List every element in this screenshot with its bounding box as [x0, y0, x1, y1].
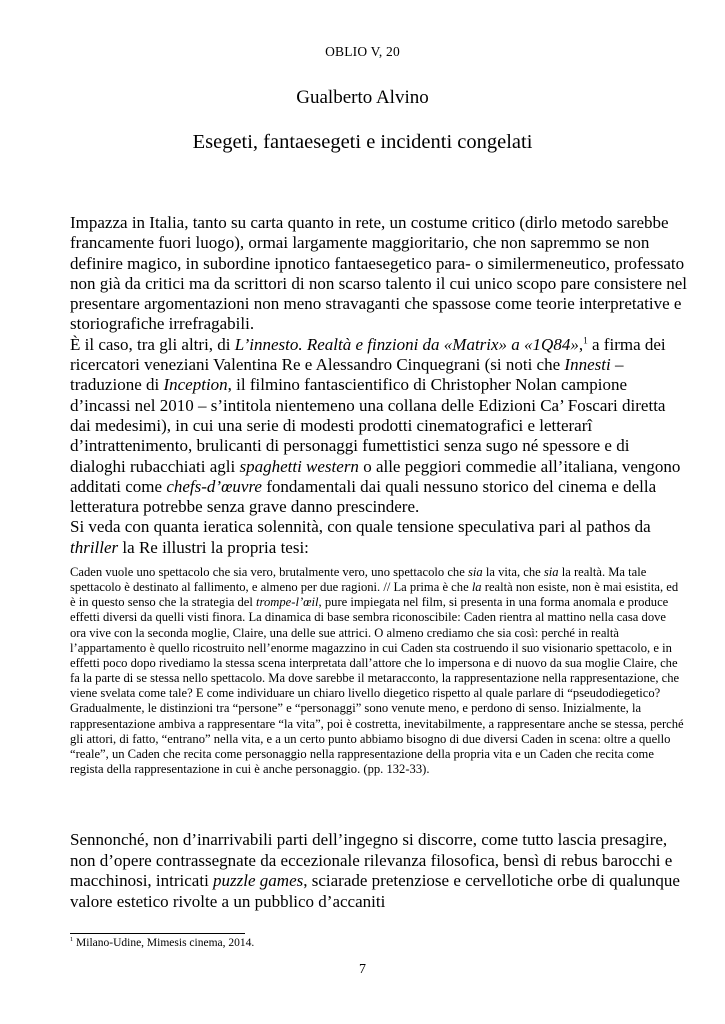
- text-run: o alle peggiori commedie all’italiana, vengono additati come: [70, 456, 681, 496]
- italic-run: Inception: [163, 375, 228, 395]
- italic-run: trompe-l’œil: [256, 595, 319, 610]
- text-run: , il filmino fantascientifico di Christopher Nolan campione d’incassi nel 2010 – s’intitola nientemeno una collana delle Edizioni Ca’ Foscari diretta dai medesimi), in cui una serie di modesti prodotti cinematografici e letterarî d’intrattenimento, brulicanti di personaggi fumettistici senza sugo né spessore e di dialoghi rubacchiati agli: [70, 375, 666, 476]
- body-text-continued: [70, 830, 688, 912]
- text-run: , sciarade pretenziose e cervellotiche orbe di qualunque valore estetico rivolte a un pubblico d’accaniti: [70, 871, 680, 911]
- italic-run: sia: [467, 565, 483, 579]
- footnote-ref: 1: [583, 336, 588, 347]
- text-run: Impazza in Italia, tanto su carta quanto in rete, un costume critico (dirlo metodo sarebbe francamente fuori luogo), ormai largamente maggioritario, che non sapremmo se non definire magico, in subordine ipnotico fantaesegetico para- o similermeneutico, professato non già da critici ma da scrittori di non scarso talento il cui unico scopo pare consistere nel presentare argomentazioni non meno stravaganti che spassose come teorie interpretative e storiografiche irrefragabili.: [70, 213, 688, 334]
- text-run: ,: [578, 334, 584, 354]
- text-run: Sennonché, non d’inarrivabili parti dell’ingegno si discorre, come tutto lascia presagire, non d’opere contrassegnate da eccezionale rilevanza filosofica, bensì di rebus barocchi e macchinosi, intricati: [70, 830, 673, 891]
- italic-run: thriller: [70, 537, 119, 557]
- text-run: È il caso, tra gli altri, di: [70, 334, 235, 354]
- paragraph-4: [70, 830, 688, 912]
- italic-run: spaghetti western: [239, 456, 359, 476]
- text-run: realtà non esiste, non è mai esistita, ed è in questo senso che la strategia del: [70, 580, 679, 610]
- italic-run: chefs-d’œuvre: [166, 476, 262, 496]
- italic-run: sia: [543, 565, 559, 579]
- text-run: a firma dei ricercatori veneziani Valentina Re e Alessandro Cinquegrani (si noti che: [70, 334, 666, 375]
- italic-run: L’innesto. Realtà e finzioni da «Matrix» a «1Q84»: [234, 334, 579, 354]
- paragraph-3: [70, 517, 688, 558]
- text-run: la realtà. Ma tale spettacolo è destinato al fallimento, e almeno per due ragioni. // La prima è che: [70, 565, 647, 595]
- article-title: Esegeti, fantaesegeti e incidenti congelati: [192, 131, 533, 153]
- author-name: Gualberto Alvino: [296, 87, 429, 108]
- text-run: la Re illustri la propria tesi:: [118, 537, 309, 557]
- body-text: [70, 213, 688, 558]
- paragraph-2: [70, 335, 688, 518]
- text-run: , pure impiegata nel film, si presenta in una forma anomala e produce effetti diversi da quelli visti finora. La dinamica di base sembra riconoscibile: Caden rientra al mattino nella casa dove ora vive con la seconda moglie, Claire, una delle sue attrici. O almeno crediamo che sia così: perché in realtà l’appartamento è quello ricostruito nell’enorme magazzino in cui Caden sta costruendo il suo visionario spettacolo, e in effetti poco dopo rivediamo la stessa scena interpretata dall’attore che lo impersona e di nuovo da sua moglie Claire, che fa la parte di se stessa nello spettacolo. Ma dove sarebbe il metaracconto, la rappresentazione nella rappresentazione, che viene svelata come tale? E come individuare un chiaro livello diegetico rispetto al quale parlare di “pseudodiegetico? Gradualmente, le distinzioni tra “persone” e “personaggi” sono venute meno, e perdono di senso. Inizialmente, la rappresentazione ambiva a rappresentare “la vita”, poi è costretta, inevitabilmente, a rappresentare anche se stessa, perché gli attori, di fatto, “entrano” nella vita, e a un certo punto abbiamo bisogno di due diversi Caden in scena: oltre a quello “reale”, un Caden che recita come personaggio nella rappresentazione della propria vita e un Caden che recita come regista della rappresentazione in cui è anche personaggio. (pp. 132-33).: [70, 595, 684, 777]
- italic-run: puzzle games: [213, 871, 304, 891]
- block-quote: [70, 565, 684, 777]
- text-run: Si veda con quanta ieratica solennità, con quale tensione speculativa pari al pathos da: [70, 517, 651, 537]
- paragraph-1: [70, 213, 688, 335]
- footnote-text: Milano-Udine, Mimesis cinema, 2014.: [73, 937, 255, 949]
- text-run: Caden vuole uno spettacolo che sia vero, brutalmente vero, uno spettacolo che: [70, 565, 468, 579]
- footnote-rule: [70, 933, 245, 934]
- text-run: la vita, che: [482, 565, 544, 579]
- page-number: 7: [359, 962, 366, 977]
- footnote-marker: 1: [70, 936, 74, 944]
- text-run: – traduzione di: [70, 355, 624, 395]
- text-run: fondamentali dai quali nessuno storico del cinema e della letteratura potrebbe senza grave danno prescindere.: [70, 476, 657, 517]
- italic-run: la: [471, 580, 482, 595]
- running-head: OBLIO V, 20: [325, 44, 400, 59]
- footnote: [70, 937, 254, 949]
- italic-run: Innesti: [564, 355, 611, 375]
